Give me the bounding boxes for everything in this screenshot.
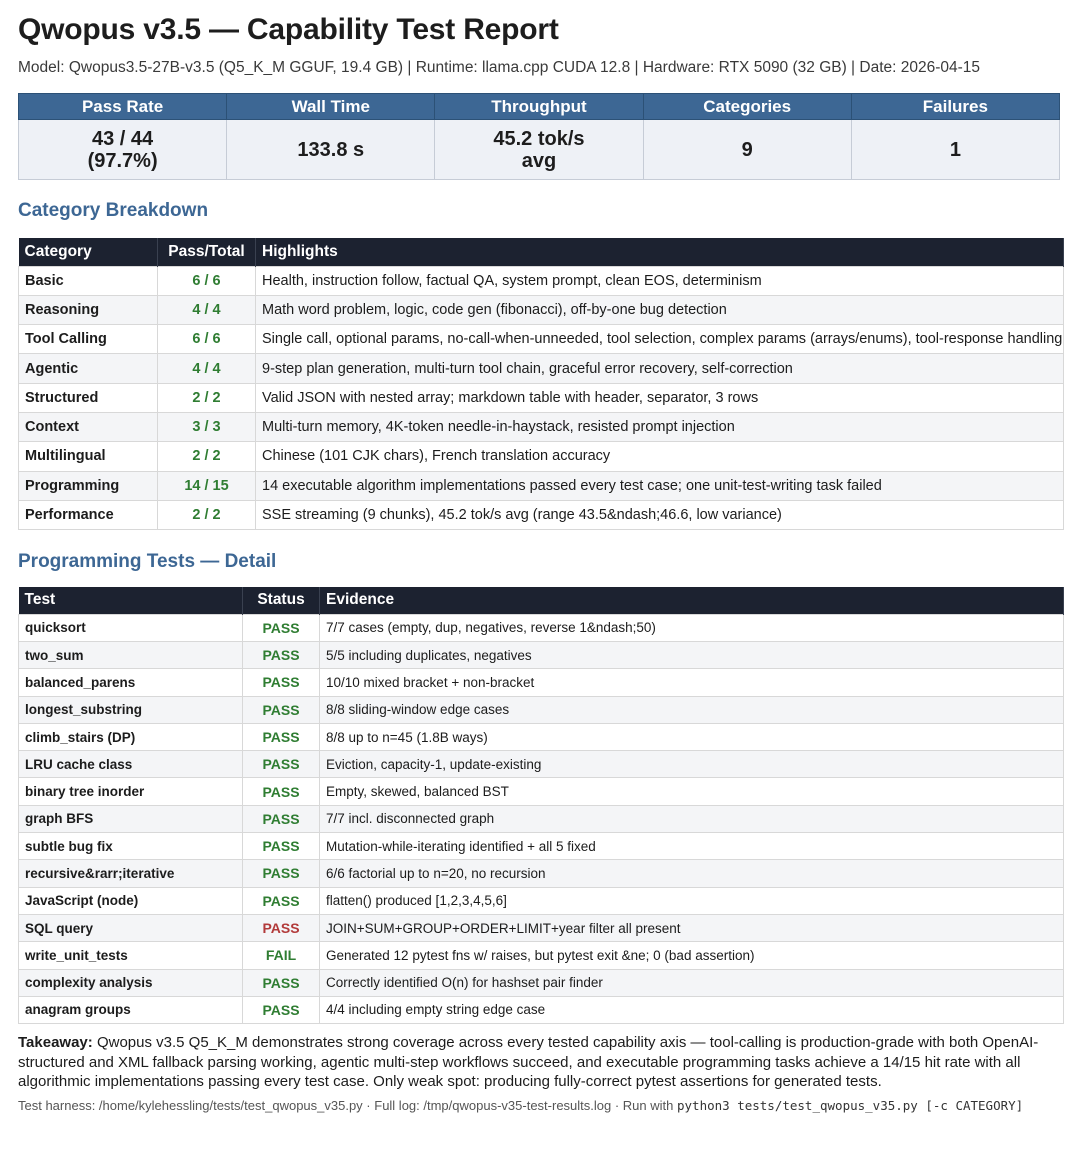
category-row <box>19 325 1064 354</box>
test-name: JavaScript (node) <box>19 887 243 914</box>
programming-header-row <box>19 587 1064 614</box>
programming-row <box>19 805 1064 832</box>
status-badge: PASS <box>243 860 320 887</box>
test-name: subtle bug fix <box>19 833 243 860</box>
highlights: 9-step plan generation, multi-turn tool chain, graceful error recovery, self-correction <box>256 354 1064 383</box>
status-badge: PASS <box>243 614 320 641</box>
status-badge: PASS <box>243 696 320 723</box>
takeaway-label: Takeaway: <box>18 1034 93 1052</box>
categories-value: 9 <box>741 138 753 161</box>
test-name: recursive&rarr;iterative <box>19 860 243 887</box>
summary-value-failures <box>851 120 1059 180</box>
evidence: Generated 12 pytest fns w/ raises, but pytest exit &ne; 0 (bad assertion) <box>320 942 1064 969</box>
programming-row <box>19 669 1064 696</box>
test-col-header: Test <box>19 587 243 614</box>
evidence: Mutation-while-iterating identified + all 5 fixed <box>320 833 1064 860</box>
failures-value: 1 <box>949 138 961 161</box>
highlights-col-header: Highlights <box>256 238 1064 266</box>
programming-row <box>19 969 1064 996</box>
pass-total: 14 / 15 <box>158 471 256 500</box>
evidence: JOIN+SUM+GROUP+ORDER+LIMIT+year filter all present <box>320 914 1064 941</box>
test-name: quicksort <box>19 614 243 641</box>
evidence: 7/7 cases (empty, dup, negatives, reverse 1&ndash;50) <box>320 614 1064 641</box>
summary-header-pass-rate: Pass Rate <box>19 94 227 120</box>
test-name: two_sum <box>19 641 243 668</box>
evidence-col-header: Evidence <box>320 587 1064 614</box>
category-row <box>19 354 1064 383</box>
programming-row <box>19 614 1064 641</box>
pass-total: 2 / 2 <box>158 500 256 529</box>
report <box>18 12 1068 1114</box>
pass-rate-count: 43 / 44 <box>92 127 154 150</box>
category-name: Structured <box>19 383 158 412</box>
pass-total: 2 / 2 <box>158 442 256 471</box>
test-name: longest_substring <box>19 696 243 723</box>
summary-header-row <box>19 94 1060 120</box>
category-row <box>19 412 1064 441</box>
category-name: Performance <box>19 500 158 529</box>
pass-total: 2 / 2 <box>158 383 256 412</box>
footer-command: python3 tests/test_qwopus_v35.py [-c CATEGORY] <box>677 1097 1024 1113</box>
status-badge: PASS <box>243 805 320 832</box>
category-name: Context <box>19 412 158 441</box>
summary-value-wall-time <box>227 120 435 180</box>
test-name: climb_stairs (DP) <box>19 723 243 750</box>
status-col-header: Status <box>243 587 320 614</box>
pass-total: 6 / 6 <box>158 266 256 295</box>
programming-row <box>19 641 1064 668</box>
category-col-header: Category <box>19 238 158 266</box>
pass-total-col-header: Pass/Total <box>158 238 256 266</box>
wall-time-value: 133.8 s <box>297 138 365 161</box>
pass-total: 4 / 4 <box>158 295 256 324</box>
programming-row <box>19 833 1064 860</box>
programming-row <box>19 860 1064 887</box>
test-name: anagram groups <box>19 996 243 1023</box>
category-table <box>18 238 1064 530</box>
footer-run-label: Run with <box>622 1097 677 1113</box>
highlights: 14 executable algorithm implementations passed every test case; one unit-test-writing task failed <box>256 471 1064 500</box>
programming-row <box>19 723 1064 750</box>
evidence: 6/6 factorial up to n=20, no recursion <box>320 860 1064 887</box>
summary-value-throughput <box>435 120 643 180</box>
category-row <box>19 383 1064 412</box>
status-badge: PASS <box>243 723 320 750</box>
footer <box>18 1097 1063 1114</box>
footer-log: Full log: /tmp/qwopus-v35-test-results.log <box>374 1097 612 1113</box>
footer-separator: · <box>362 1097 375 1113</box>
highlights: Single call, optional params, no-call-when-unneeded, tool selection, complex params (arrays/enums), tool-response handling <box>256 325 1064 354</box>
status-badge: PASS <box>243 669 320 696</box>
programming-row <box>19 778 1064 805</box>
category-row <box>19 266 1064 295</box>
status-badge: PASS <box>243 969 320 996</box>
programming-tests-heading: Programming Tests — Detail <box>18 551 277 573</box>
programming-row <box>19 942 1064 969</box>
test-name: complexity analysis <box>19 969 243 996</box>
summary-header-throughput: Throughput <box>435 94 643 120</box>
programming-row <box>19 696 1064 723</box>
test-name: balanced_parens <box>19 669 243 696</box>
test-name: LRU cache class <box>19 751 243 778</box>
category-row <box>19 471 1064 500</box>
report-metadata: Model: Qwopus3.5-27B-v3.5 (Q5_K_M GGUF, 19.4 GB) | Runtime: llama.cpp CUDA 12.8 | Hardware: RTX 5090 (32 GB) | Date: 2026-04-15 <box>18 59 981 76</box>
footer-harness: Test harness: /home/kylehessling/tests/test_qwopus_v35.py <box>18 1097 363 1113</box>
category-name: Reasoning <box>19 295 158 324</box>
category-row <box>19 295 1064 324</box>
status-badge: PASS <box>243 996 320 1023</box>
evidence: 7/7 incl. disconnected graph <box>320 805 1064 832</box>
summary-header-failures: Failures <box>851 94 1059 120</box>
test-name: write_unit_tests <box>19 942 243 969</box>
status-badge: FAIL <box>243 942 320 969</box>
programming-row <box>19 751 1064 778</box>
category-breakdown-heading: Category Breakdown <box>18 200 209 221</box>
highlights: Multi-turn memory, 4K-token needle-in-haystack, resisted prompt injection <box>256 412 1064 441</box>
highlights: SSE streaming (9 chunks), 45.2 tok/s avg (range 43.5&ndash;46.6, low variance) <box>256 500 1064 529</box>
programming-table <box>18 587 1064 1024</box>
summary-header-wall-time: Wall Time <box>227 94 435 120</box>
highlights: Valid JSON with nested array; markdown table with header, separator, 3 rows <box>256 383 1064 412</box>
pass-rate-percent: (97.7%) <box>87 149 158 172</box>
footer-separator: · <box>611 1097 623 1113</box>
category-name: Agentic <box>19 354 158 383</box>
throughput-unit: avg <box>521 149 557 172</box>
programming-row <box>19 914 1064 941</box>
test-name: graph BFS <box>19 805 243 832</box>
evidence: Empty, skewed, balanced BST <box>320 778 1064 805</box>
test-name: SQL query <box>19 914 243 941</box>
evidence: Correctly identified O(n) for hashset pair finder <box>320 969 1064 996</box>
programming-row <box>19 887 1064 914</box>
programming-row <box>19 996 1064 1023</box>
test-name: binary tree inorder <box>19 778 243 805</box>
summary-header-categories: Categories <box>643 94 851 120</box>
evidence: 4/4 including empty string edge case <box>320 996 1064 1023</box>
category-row <box>19 442 1064 471</box>
status-badge: PASS <box>243 751 320 778</box>
category-name: Multilingual <box>19 442 158 471</box>
evidence: 8/8 sliding-window edge cases <box>320 696 1064 723</box>
status-badge: PASS <box>243 778 320 805</box>
evidence: 5/5 including duplicates, negatives <box>320 641 1064 668</box>
summary-value-pass-rate <box>19 120 227 180</box>
status-badge: PASS <box>243 641 320 668</box>
throughput-value: 45.2 tok/s <box>493 127 585 150</box>
status-badge: PASS <box>243 914 320 941</box>
summary-value-row <box>19 120 1060 180</box>
category-name: Tool Calling <box>19 325 158 354</box>
status-badge: PASS <box>243 887 320 914</box>
highlights: Chinese (101 CJK chars), French translation accuracy <box>256 442 1064 471</box>
takeaway-text: Qwopus v3.5 Q5_K_M demonstrates strong coverage across every tested capability axis — tool-calling is production-grade with both OpenAI-structured and XML fallback parsing working, agentic multi-step workflows succeed, and executable programming tasks achieve a 14/15 hit rate with all algorithmic implementations passing every test case. Only weak spot: producing fully-correct pytest assertions for generated tests. <box>18 1034 1039 1091</box>
status-badge: PASS <box>243 833 320 860</box>
highlights: Math word problem, logic, code gen (fibonacci), off-by-one bug detection <box>256 295 1064 324</box>
evidence: 10/10 mixed bracket + non-bracket <box>320 669 1064 696</box>
evidence: 8/8 up to n=45 (1.8B ways) <box>320 723 1064 750</box>
takeaway-paragraph <box>18 1033 1053 1092</box>
highlights: Health, instruction follow, factual QA, system prompt, clean EOS, determinism <box>256 266 1064 295</box>
pass-total: 6 / 6 <box>158 325 256 354</box>
category-header-row <box>19 238 1064 266</box>
evidence: flatten() produced [1,2,3,4,5,6] <box>320 887 1064 914</box>
summary-value-categories <box>643 120 851 180</box>
category-name: Programming <box>19 471 158 500</box>
pass-total: 3 / 3 <box>158 412 256 441</box>
pass-total: 4 / 4 <box>158 354 256 383</box>
evidence: Eviction, capacity-1, update-existing <box>320 751 1064 778</box>
category-name: Basic <box>19 266 158 295</box>
category-row <box>19 500 1064 529</box>
page-title: Qwopus v3.5 — Capability Test Report <box>18 13 559 46</box>
summary-table <box>18 93 1060 180</box>
